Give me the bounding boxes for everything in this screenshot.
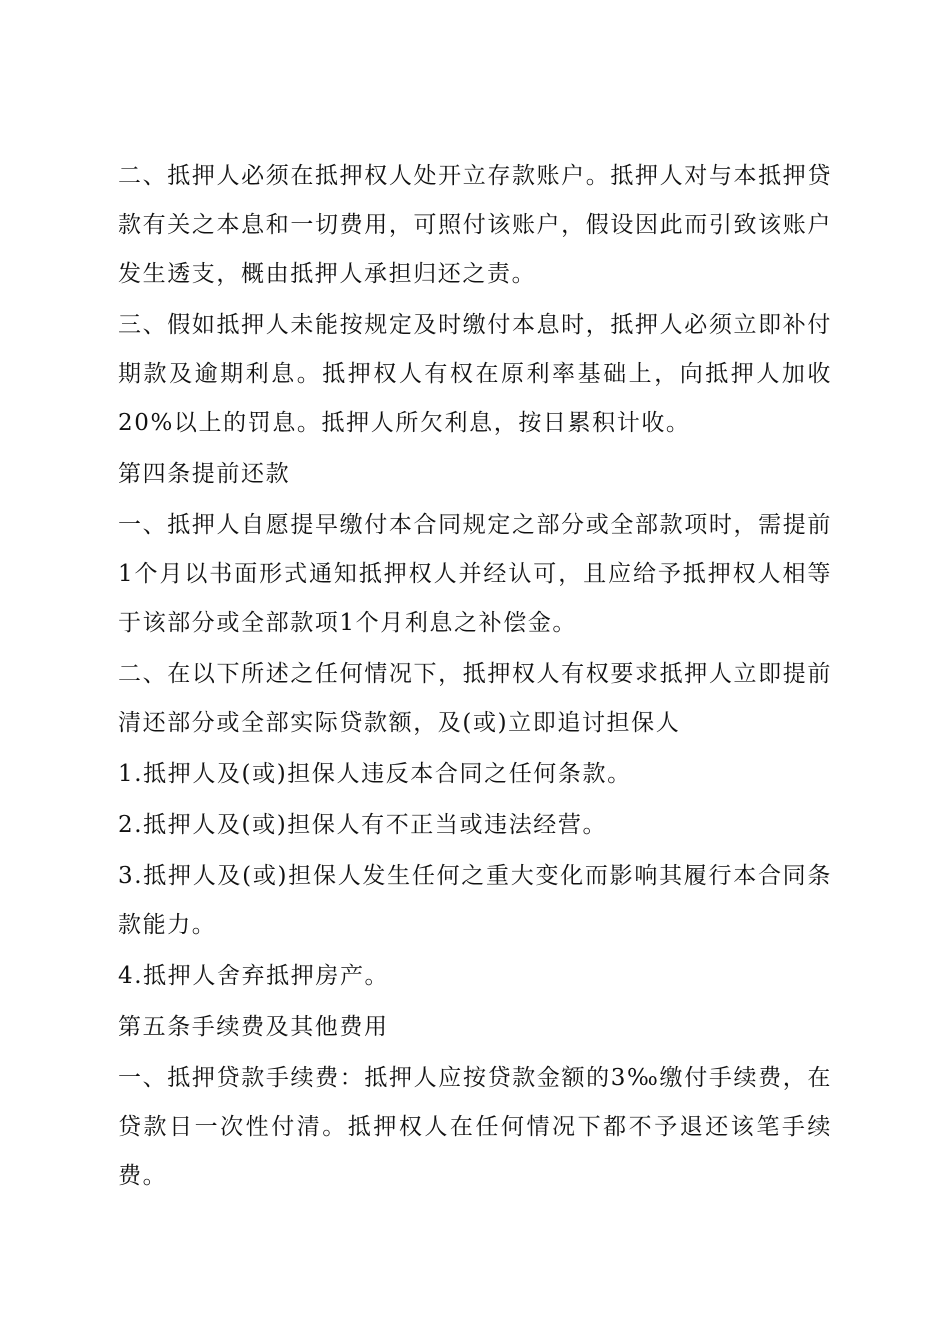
paragraph-mandatory-prepayment: 二、在以下所述之任何情况下，抵押权人有权要求抵押人立即提前清还部分或全部实际贷款额，及(或)立即追讨担保人 <box>118 661 832 736</box>
heading-article-5: 第五条手续费及其他费用 <box>118 1014 389 1040</box>
list-item-3: 3.抵押人及(或)担保人发生任何之重大变化而影响其履行本合同条款能力。 <box>118 863 832 938</box>
paragraph-voluntary-prepayment: 一、抵押人自愿提早缴付本合同规定之部分或全部款项时，需提前1个月以书面形式通知抵押权人并经认可，且应给予抵押权人相等于该部分或全部款项1个月利息之补偿金。 <box>118 512 832 636</box>
list-item-4: 4.抵押人舍弃抵押房产。 <box>118 963 390 989</box>
paragraph-handling-fee: 一、抵押贷款手续费：抵押人应按贷款金额的3‰缴付手续费，在贷款日一次性付清。抵押权人在任何情况下都不予退还该笔手续费。 <box>118 1065 832 1189</box>
document-body <box>118 152 832 1201</box>
paragraph-late-payment: 三、假如抵押人未能按规定及时缴付本息时，抵押人必须立即补付期款及逾期利息。抵押权人有权在原利率基础上，向抵押人加收20%以上的罚息。抵押人所欠利息，按日累积计收。 <box>118 312 832 436</box>
list-item-1: 1.抵押人及(或)担保人违反本合同之任何条款。 <box>118 761 632 787</box>
heading-article-4: 第四条提前还款 <box>118 461 291 487</box>
paragraph-mortgage-account: 二、抵押人必须在抵押权人处开立存款账户。抵押人对与本抵押贷款有关之本息和一切费用，可照付该账户，假设因此而引致该账户发生透支，概由抵押人承担归还之责。 <box>118 163 832 287</box>
list-item-2: 2.抵押人及(或)担保人有不正当或违法经营。 <box>118 812 608 838</box>
